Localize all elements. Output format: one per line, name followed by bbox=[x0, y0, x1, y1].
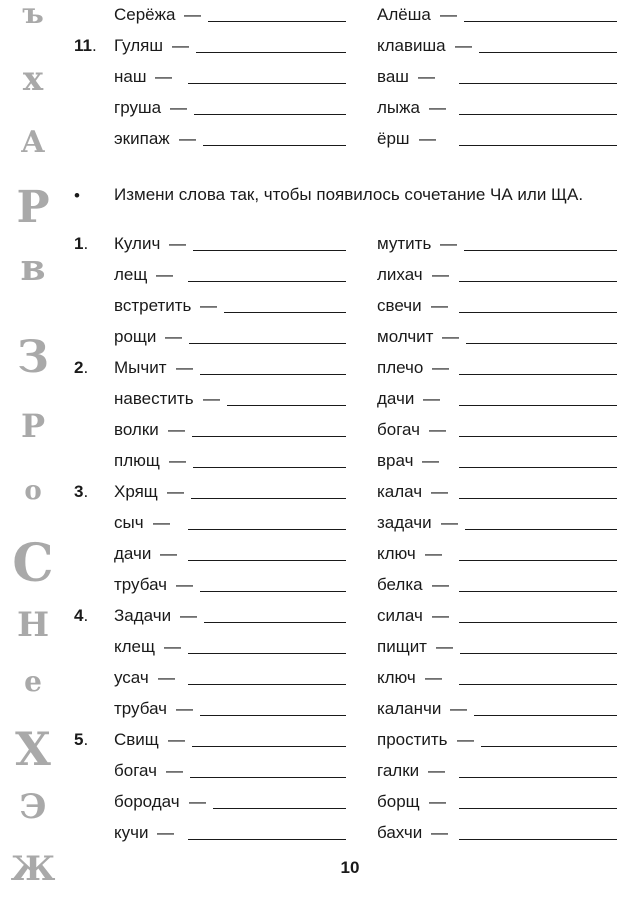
margin-letter: Э bbox=[19, 787, 47, 827]
word: груша bbox=[114, 98, 162, 117]
exercise-instruction bbox=[0, 183, 628, 233]
answer-blank[interactable] bbox=[459, 374, 617, 375]
exercise-number: 3. bbox=[74, 482, 89, 501]
left-word-item bbox=[114, 93, 346, 123]
answer-blank[interactable] bbox=[208, 21, 346, 22]
word: встретить bbox=[114, 296, 192, 315]
dash: — bbox=[442, 327, 459, 346]
bullet-icon: • bbox=[74, 186, 80, 205]
word-row bbox=[0, 632, 628, 663]
word: простить bbox=[377, 730, 448, 749]
answer-blank[interactable] bbox=[193, 250, 346, 251]
word: кучи bbox=[114, 823, 149, 842]
dash: — bbox=[200, 296, 217, 315]
word: Гуляш bbox=[114, 36, 163, 55]
word: Мычит bbox=[114, 358, 167, 377]
answer-blank[interactable] bbox=[190, 777, 346, 778]
right-word-item bbox=[377, 725, 617, 755]
left-word-item bbox=[114, 384, 346, 414]
exercise-number: 1. bbox=[74, 234, 89, 253]
left-word-item bbox=[114, 787, 346, 817]
word-row bbox=[0, 62, 628, 93]
left-word-item bbox=[114, 818, 346, 848]
right-word-item bbox=[377, 818, 617, 848]
answer-blank[interactable] bbox=[459, 436, 617, 437]
dash: — bbox=[431, 482, 448, 501]
word: калач bbox=[377, 482, 423, 501]
margin-letter: х bbox=[22, 59, 44, 99]
answer-blank[interactable] bbox=[188, 560, 346, 561]
word: трубач bbox=[114, 699, 168, 718]
right-word-item bbox=[377, 632, 617, 662]
answer-blank[interactable] bbox=[459, 498, 617, 499]
word-row bbox=[0, 384, 628, 415]
dash: — bbox=[441, 513, 458, 532]
answer-blank[interactable] bbox=[464, 250, 617, 251]
word: Алёша bbox=[377, 5, 431, 24]
word: борщ bbox=[377, 792, 420, 811]
margin-letter: в bbox=[20, 247, 46, 289]
answer-blank[interactable] bbox=[193, 467, 346, 468]
word: бородач bbox=[114, 792, 180, 811]
right-word-item bbox=[377, 0, 617, 30]
word: бахчи bbox=[377, 823, 423, 842]
left-word-item bbox=[114, 291, 346, 321]
left-word-item bbox=[114, 415, 346, 445]
word: Хрящ bbox=[114, 482, 158, 501]
answer-blank[interactable] bbox=[459, 808, 617, 809]
answer-blank[interactable] bbox=[200, 374, 346, 375]
page-number: 10 bbox=[340, 858, 360, 877]
right-word-item bbox=[377, 663, 617, 693]
answer-blank[interactable] bbox=[459, 83, 617, 84]
word: экипаж bbox=[114, 129, 170, 148]
right-word-item bbox=[377, 539, 617, 569]
dash: — bbox=[176, 699, 193, 718]
right-word-item bbox=[377, 31, 617, 61]
dash: — bbox=[169, 234, 186, 253]
word: Кулич bbox=[114, 234, 161, 253]
left-word-item bbox=[114, 632, 346, 662]
word: клавиша bbox=[377, 36, 446, 55]
answer-blank[interactable] bbox=[188, 839, 346, 840]
word: молчит bbox=[377, 327, 434, 346]
dash: — bbox=[422, 451, 439, 470]
right-word-item bbox=[377, 756, 617, 786]
word-row bbox=[0, 694, 628, 725]
word: плечо bbox=[377, 358, 424, 377]
word: каланчи bbox=[377, 699, 442, 718]
word-row bbox=[0, 124, 628, 155]
answer-blank[interactable] bbox=[459, 560, 617, 561]
word: врач bbox=[377, 451, 414, 470]
answer-blank[interactable] bbox=[459, 281, 617, 282]
answer-blank[interactable] bbox=[188, 653, 346, 654]
answer-blank[interactable] bbox=[464, 21, 617, 22]
instruction-text: Измени слова так, чтобы появилось сочетание ЧА или ЩА. bbox=[114, 185, 584, 204]
right-word-item bbox=[377, 291, 617, 321]
right-word-item bbox=[377, 508, 617, 538]
answer-blank[interactable] bbox=[188, 684, 346, 685]
right-word-item bbox=[377, 93, 617, 123]
word: задачи bbox=[377, 513, 432, 532]
word: рощи bbox=[114, 327, 157, 346]
word: галки bbox=[377, 761, 420, 780]
word-row bbox=[0, 415, 628, 446]
dash: — bbox=[176, 358, 193, 377]
answer-blank[interactable] bbox=[200, 715, 346, 716]
left-word-item bbox=[114, 756, 346, 786]
left-word-item bbox=[114, 446, 346, 476]
margin-letter: С bbox=[12, 533, 54, 594]
word: пищит bbox=[377, 637, 427, 656]
dash: — bbox=[423, 389, 440, 408]
left-word-item bbox=[114, 229, 346, 259]
word: сыч bbox=[114, 513, 144, 532]
word-row bbox=[0, 31, 628, 62]
margin-letter: е bbox=[24, 665, 42, 698]
right-word-item bbox=[377, 353, 617, 383]
right-word-item bbox=[377, 570, 617, 600]
left-word-item bbox=[114, 725, 346, 755]
dash: — bbox=[432, 606, 449, 625]
left-word-item bbox=[114, 62, 346, 92]
dash: — bbox=[418, 67, 435, 86]
right-word-item bbox=[377, 446, 617, 476]
exercise-number: 11. bbox=[74, 36, 97, 55]
word: усач bbox=[114, 668, 149, 687]
answer-blank[interactable] bbox=[192, 746, 346, 747]
dash: — bbox=[431, 296, 448, 315]
answer-blank[interactable] bbox=[459, 777, 617, 778]
dash: — bbox=[419, 129, 436, 148]
dash: — bbox=[440, 5, 457, 24]
left-word-item bbox=[114, 570, 346, 600]
dash: — bbox=[170, 98, 187, 117]
dash: — bbox=[429, 792, 446, 811]
right-word-item bbox=[377, 260, 617, 290]
answer-blank[interactable] bbox=[465, 529, 617, 530]
dash: — bbox=[167, 482, 184, 501]
right-word-item bbox=[377, 384, 617, 414]
word-row bbox=[0, 756, 628, 787]
answer-blank[interactable] bbox=[188, 529, 346, 530]
right-word-item bbox=[377, 415, 617, 445]
answer-blank[interactable] bbox=[474, 715, 617, 716]
word: лыжа bbox=[377, 98, 420, 117]
dash: — bbox=[168, 730, 185, 749]
word: ключ bbox=[377, 668, 416, 687]
answer-blank[interactable] bbox=[459, 591, 617, 592]
word-row bbox=[0, 725, 628, 756]
word: лещ bbox=[114, 265, 148, 284]
dash: — bbox=[158, 668, 175, 687]
word-row bbox=[0, 787, 628, 818]
word: волки bbox=[114, 420, 159, 439]
right-word-item bbox=[377, 62, 617, 92]
answer-blank[interactable] bbox=[459, 405, 617, 406]
word-row bbox=[0, 260, 628, 291]
word: богач bbox=[377, 420, 420, 439]
word: наш bbox=[114, 67, 147, 86]
dash: — bbox=[432, 265, 449, 284]
word: плющ bbox=[114, 451, 160, 470]
word-row bbox=[0, 229, 628, 260]
word: лихач bbox=[377, 265, 423, 284]
left-word-item bbox=[114, 124, 346, 154]
dash: — bbox=[157, 823, 174, 842]
answer-blank[interactable] bbox=[192, 436, 346, 437]
dash: — bbox=[429, 98, 446, 117]
word: белка bbox=[377, 575, 423, 594]
dash: — bbox=[180, 606, 197, 625]
word-row bbox=[0, 570, 628, 601]
word-row bbox=[0, 353, 628, 384]
dash: — bbox=[168, 420, 185, 439]
word: Задачи bbox=[114, 606, 172, 625]
dash: — bbox=[425, 544, 442, 563]
dash: — bbox=[429, 420, 446, 439]
answer-blank[interactable] bbox=[194, 114, 346, 115]
answer-blank[interactable] bbox=[481, 746, 617, 747]
word-row bbox=[0, 291, 628, 322]
answer-blank[interactable] bbox=[191, 498, 346, 499]
word-row bbox=[0, 663, 628, 698]
margin-letter: А bbox=[20, 125, 46, 160]
answer-blank[interactable] bbox=[188, 83, 346, 84]
answer-blank[interactable] bbox=[459, 114, 617, 115]
dash: — bbox=[432, 358, 449, 377]
answer-blank[interactable] bbox=[196, 52, 346, 53]
left-word-item bbox=[114, 353, 346, 383]
right-word-item bbox=[377, 601, 617, 631]
margin-letter: Н bbox=[16, 605, 50, 645]
dash: — bbox=[179, 129, 196, 148]
margin-letter: ъ bbox=[22, 0, 44, 30]
word: трубач bbox=[114, 575, 168, 594]
left-word-item bbox=[114, 31, 346, 61]
margin-letter: Р bbox=[16, 182, 50, 233]
word-row bbox=[0, 508, 628, 539]
answer-blank[interactable] bbox=[224, 312, 346, 313]
margin-letter: Ж bbox=[10, 849, 56, 889]
answer-blank[interactable] bbox=[459, 312, 617, 313]
answer-blank[interactable] bbox=[459, 839, 617, 840]
word-row bbox=[0, 0, 628, 31]
dash: — bbox=[176, 575, 193, 594]
dash: — bbox=[166, 761, 183, 780]
right-word-item bbox=[377, 322, 617, 352]
answer-blank[interactable] bbox=[200, 591, 346, 592]
dash: — bbox=[450, 699, 467, 718]
dash: — bbox=[153, 513, 170, 532]
dash: — bbox=[156, 265, 173, 284]
dash: — bbox=[436, 637, 453, 656]
left-word-item bbox=[114, 322, 346, 352]
dash: — bbox=[440, 234, 457, 253]
answer-blank[interactable] bbox=[479, 52, 617, 53]
dash: — bbox=[155, 67, 172, 86]
left-word-item bbox=[114, 539, 346, 569]
right-word-item bbox=[377, 477, 617, 507]
right-word-item bbox=[377, 124, 617, 154]
exercise-number: 2. bbox=[74, 358, 89, 377]
dash: — bbox=[431, 823, 448, 842]
dash: — bbox=[164, 637, 181, 656]
answer-blank[interactable] bbox=[459, 684, 617, 685]
left-word-item bbox=[114, 694, 346, 724]
word-row bbox=[0, 446, 628, 477]
word: дачи bbox=[377, 389, 415, 408]
answer-blank[interactable] bbox=[459, 145, 617, 146]
answer-blank[interactable] bbox=[203, 145, 346, 146]
word-row bbox=[0, 818, 628, 849]
word: навестить bbox=[114, 389, 194, 408]
answer-blank[interactable] bbox=[460, 653, 617, 654]
word-row bbox=[0, 93, 628, 124]
dash: — bbox=[203, 389, 220, 408]
answer-blank[interactable] bbox=[188, 281, 346, 282]
left-word-item bbox=[114, 0, 346, 30]
word-row bbox=[0, 539, 628, 570]
dash: — bbox=[425, 668, 442, 687]
word: Свищ bbox=[114, 730, 159, 749]
word: свечи bbox=[377, 296, 422, 315]
dash: — bbox=[172, 36, 189, 55]
dash: — bbox=[165, 327, 182, 346]
exercise-number: 4. bbox=[74, 606, 89, 625]
word: клещ bbox=[114, 637, 155, 656]
word: силач bbox=[377, 606, 423, 625]
word: Серёжа bbox=[114, 5, 176, 24]
left-word-item bbox=[114, 260, 346, 290]
dash: — bbox=[160, 544, 177, 563]
answer-blank[interactable] bbox=[227, 405, 346, 406]
answer-blank[interactable] bbox=[213, 808, 346, 809]
word: дачи bbox=[114, 544, 152, 563]
left-word-item bbox=[114, 601, 346, 631]
word: ключ bbox=[377, 544, 416, 563]
exercise-number: 5. bbox=[74, 730, 89, 749]
right-word-item bbox=[377, 787, 617, 817]
margin-letter: Х bbox=[15, 722, 51, 776]
dash: — bbox=[457, 730, 474, 749]
answer-blank[interactable] bbox=[459, 467, 617, 468]
answer-blank[interactable] bbox=[466, 343, 617, 344]
margin-letter: З bbox=[17, 332, 49, 383]
word-row bbox=[0, 601, 628, 632]
dash: — bbox=[169, 451, 186, 470]
answer-blank[interactable] bbox=[189, 343, 346, 344]
dash: — bbox=[455, 36, 472, 55]
right-word-item bbox=[377, 694, 617, 724]
margin-letter: Р bbox=[20, 407, 46, 445]
word: ёрш bbox=[377, 129, 410, 148]
left-word-item bbox=[114, 477, 346, 507]
margin-letter: о bbox=[24, 476, 42, 506]
dash: — bbox=[428, 761, 445, 780]
dash: — bbox=[432, 575, 449, 594]
answer-blank[interactable] bbox=[204, 622, 346, 623]
word: богач bbox=[114, 761, 157, 780]
left-word-item bbox=[114, 663, 346, 693]
word: мутить bbox=[377, 234, 432, 253]
word-row bbox=[0, 477, 628, 508]
word: ваш bbox=[377, 67, 409, 86]
word-row bbox=[0, 322, 628, 353]
dash: — bbox=[189, 792, 206, 811]
right-word-item bbox=[377, 229, 617, 259]
dash: — bbox=[184, 5, 201, 24]
answer-blank[interactable] bbox=[459, 622, 617, 623]
left-word-item bbox=[114, 508, 346, 538]
